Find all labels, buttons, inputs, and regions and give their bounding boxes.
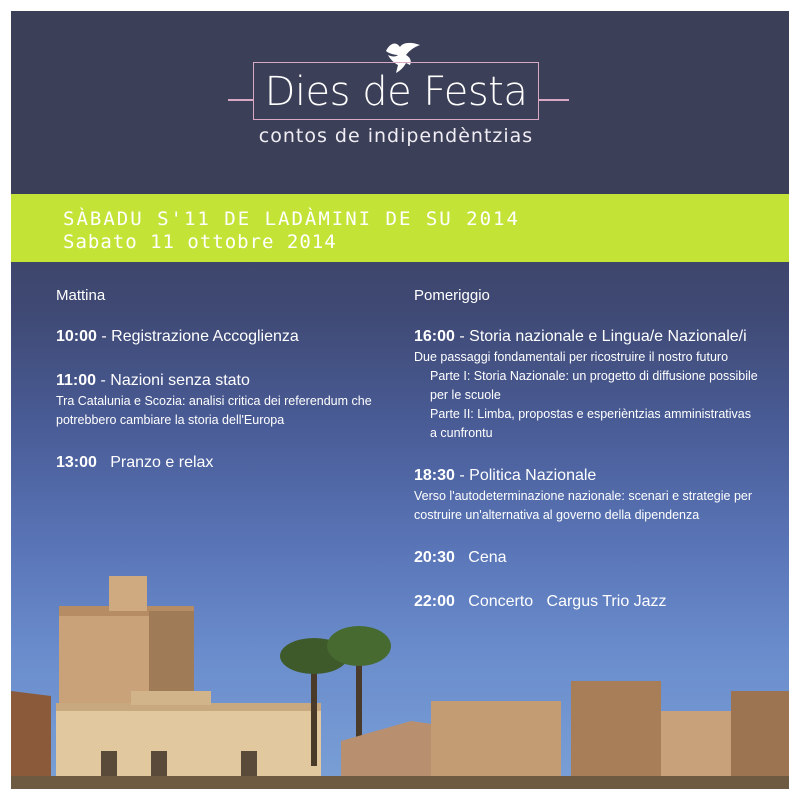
- event-title: - Registrazione Accoglienza: [96, 328, 299, 345]
- session-part: Parte II: Limba, propostas e esperièntzias amministrativas a cunfrontu: [430, 407, 751, 440]
- date-italian: Sabato 11 ottobre 2014: [63, 231, 337, 253]
- event-time: 13:00: [56, 454, 97, 471]
- schedule-item: [56, 326, 386, 348]
- event-description: Due passaggi fondamentali per ricostruire il nostro futuro: [414, 350, 729, 364]
- event-time: 22:00: [414, 593, 455, 610]
- morning-column: [56, 287, 386, 496]
- event-time: 18:30: [414, 467, 455, 484]
- event-title: - Storia nazionale e Lingua/e Nazionale/i: [454, 328, 747, 345]
- event-title: Pranzo e relax: [96, 454, 214, 471]
- date-sardinian: SÀBADU S'11 DE LADÀMINI DE SU 2014: [63, 208, 520, 230]
- event-time: 16:00: [414, 328, 455, 345]
- schedule-item: [414, 465, 759, 525]
- schedule-item: [56, 370, 386, 430]
- event-title: - Nazioni senza stato: [96, 372, 250, 389]
- event-description: Tra Catalunia e Scozia: analisi critica dei referendum che potrebbero cambiare la storia dell'Europa: [56, 394, 372, 427]
- event-time: 11:00: [56, 372, 97, 389]
- session-part: Parte I: Storia Nazionale: un progetto di diffusione possibile per le scuole: [430, 369, 758, 402]
- poster: [11, 11, 789, 789]
- morning-heading: Mattina: [56, 287, 106, 304]
- event-title: Dies de Festa: [264, 69, 528, 115]
- event-title: Concerto Cargus Trio Jazz: [454, 593, 667, 610]
- schedule-item: [414, 547, 759, 569]
- event-description: Verso l'autodeterminazione nazionale: scenari e strategie per costruire un'alternativa al governo della dipendenza: [414, 489, 753, 522]
- event-subtitle: contos de indipendèntzias: [258, 125, 534, 147]
- afternoon-heading: Pomeriggio: [414, 287, 490, 304]
- afternoon-column: [414, 287, 759, 635]
- schedule-item: [56, 452, 386, 474]
- title-rule-right: [539, 99, 569, 101]
- event-time: 10:00: [56, 328, 97, 345]
- event-title: Cena: [454, 549, 507, 566]
- event-title: - Politica Nazionale: [454, 467, 597, 484]
- event-time: 20:30: [414, 549, 455, 566]
- title-rule-left: [228, 99, 254, 101]
- schedule-item: [414, 591, 759, 613]
- schedule-item: [414, 326, 759, 443]
